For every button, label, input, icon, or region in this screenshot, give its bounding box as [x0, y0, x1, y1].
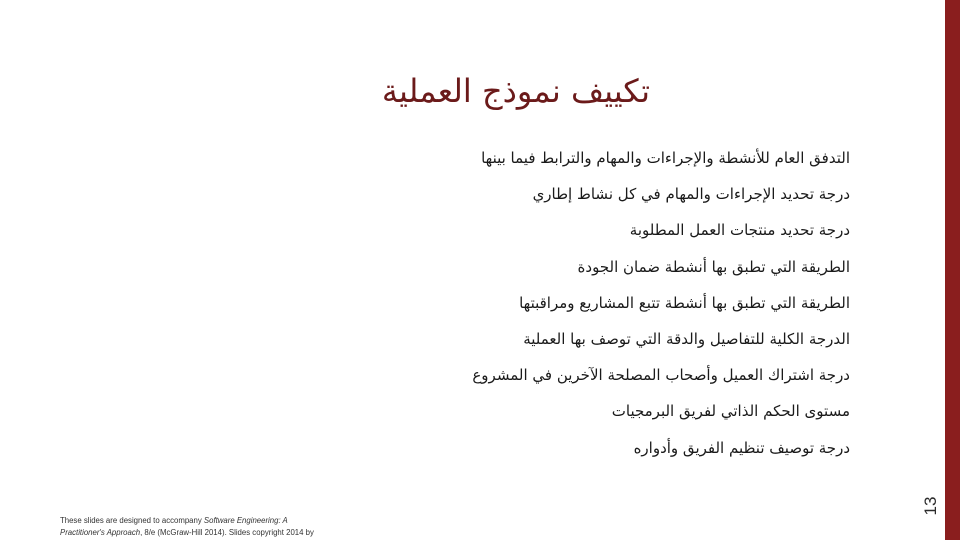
footer-book-title-2: Practitioner's Approach: [60, 528, 141, 537]
page-number: 13: [921, 496, 940, 516]
bullet-item: الطريقة التي تطبق بها أنشطة تتبع المشاريع ومراقبتها: [519, 293, 850, 312]
bullet-item: درجة تحديد منتجات العمل المطلوبة: [629, 221, 850, 240]
bullet-item: الدرجة الكلية للتفاصيل والدقة التي توصف بها العملية: [523, 329, 850, 348]
footer-note: [60, 515, 400, 539]
bullet-item: الطريقة التي تطبق بها أنشطة ضمان الجودة: [577, 257, 850, 276]
bullet-item: مستوى الحكم الذاتي لفريق البرمجيات: [611, 402, 850, 421]
footer-prefix: These slides are designed to accompany: [60, 516, 204, 525]
bullet-item: درجة اشتراك العميل وأصحاب المصلحة الآخرين في المشروع: [472, 366, 850, 385]
accent-sidebar: [945, 0, 960, 540]
footer-book-title-1: Software Engineering: A: [203, 516, 288, 525]
slide-title: تكييف نموذج العملية: [381, 72, 650, 110]
footer-suffix: , 8/e (McGraw-Hill 2014). Slides copyright 2014 by: [140, 528, 314, 537]
bullet-item: درجة تحديد الإجراءات والمهام في كل نشاط إطاري: [532, 185, 850, 204]
bullet-item: درجة توصيف تنظيم الفريق وأدواره: [633, 438, 850, 457]
bullet-list: [380, 140, 850, 466]
bullet-item: التدفق العام للأنشطة والإجراءات والمهام والترابط فيما بينها: [481, 149, 850, 167]
